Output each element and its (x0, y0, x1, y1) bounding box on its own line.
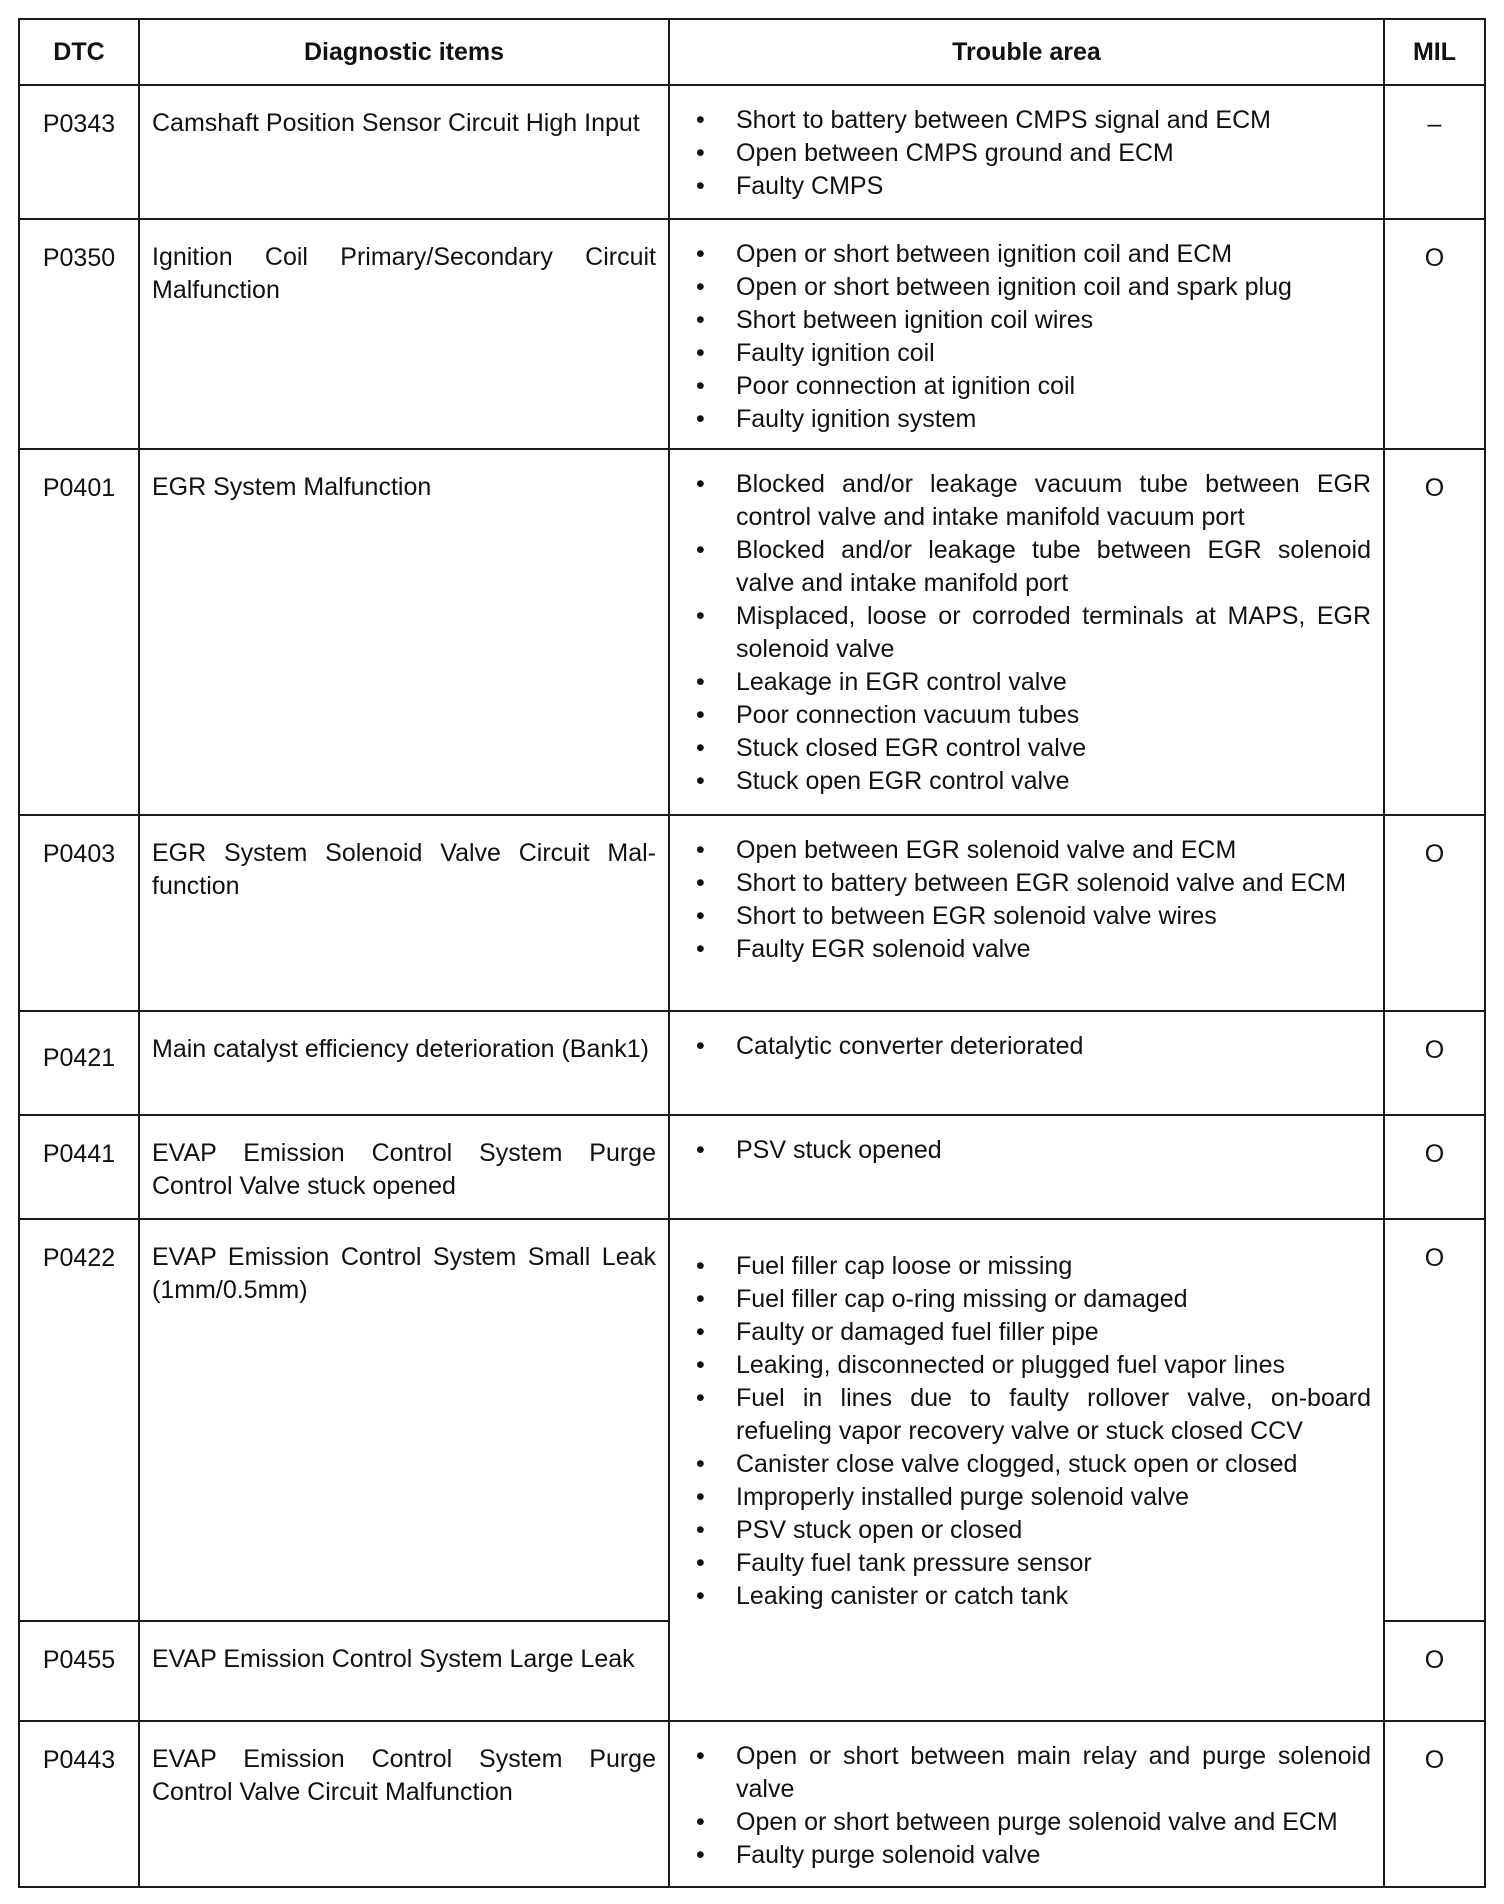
mil-indicator: O (1384, 1621, 1485, 1721)
trouble-item: • Stuck closed EGR control valve (682, 732, 1371, 765)
dtc-code: P0455 (19, 1621, 139, 1721)
trouble-item: • Catalytic converter deteriorated (682, 1030, 1371, 1063)
table-row (19, 1115, 1485, 1219)
table-row (19, 1219, 1485, 1621)
trouble-item: • Short to battery between EGR solenoid valve and ECM (682, 867, 1371, 900)
trouble-item: • Leaking, disconnected or plugged fuel vapor lines (682, 1349, 1371, 1382)
trouble-area (669, 449, 1384, 815)
dtc-code: P0443 (19, 1721, 139, 1887)
trouble-item: • Improperly installed purge solenoid valve (682, 1481, 1371, 1514)
trouble-item: • Open between EGR solenoid valve and ECM (682, 834, 1371, 867)
dtc-code: P0403 (19, 815, 139, 1011)
trouble-area (669, 1011, 1384, 1115)
dtc-code: P0350 (19, 219, 139, 449)
trouble-item: • Faulty purge solenoid valve (682, 1839, 1371, 1872)
header-row (19, 19, 1485, 85)
trouble-item: • PSV stuck opened (682, 1134, 1371, 1167)
diagnostic-item: EVAP Emission Control System Large Leak (139, 1621, 669, 1721)
trouble-item: • Leaking canister or catch tank (682, 1580, 1371, 1613)
dtc-code: P0422 (19, 1219, 139, 1621)
trouble-list (682, 238, 1371, 436)
trouble-area (669, 1721, 1384, 1887)
mil-indicator: O (1384, 1011, 1485, 1115)
trouble-item: • Stuck open EGR control valve (682, 765, 1371, 798)
dtc-code: P0401 (19, 449, 139, 815)
mil-indicator: O (1384, 1219, 1485, 1621)
trouble-item: • Open or short between main relay and purge solenoid valve (682, 1740, 1371, 1806)
trouble-item: • Faulty EGR solenoid valve (682, 933, 1371, 966)
table-row (19, 219, 1485, 449)
trouble-list (682, 104, 1371, 203)
diagnostic-item: EGR System Malfunction (139, 449, 669, 815)
trouble-area (669, 815, 1384, 1011)
trouble-item: • Blocked and/or leakage vacuum tube between EGR control valve and intake manifold vacuum port (682, 468, 1371, 534)
table-row (19, 815, 1485, 1011)
trouble-item: • Poor connection at ignition coil (682, 370, 1371, 403)
trouble-item: • Fuel in lines due to faulty rollover valve, on-board refueling vapor recovery valve or stuck closed CCV (682, 1382, 1371, 1448)
trouble-item: • Short to between EGR solenoid valve wires (682, 900, 1371, 933)
trouble-item: • Leakage in EGR control valve (682, 666, 1371, 699)
diagnostic-item: Camshaft Position Sensor Circuit High Input (139, 85, 669, 219)
diagnostic-item: EVAP Emission Control System Purge Control Valve stuck opened (139, 1115, 669, 1219)
diagnostic-item: EVAP Emission Control System Purge Control Valve Circuit Malfunction (139, 1721, 669, 1887)
trouble-item: • Canister close valve clogged, stuck open or closed (682, 1448, 1371, 1481)
diagnostic-item: EGR System Solenoid Valve Circuit Mal-function (139, 815, 669, 1011)
header-diagnostic-items: Diagnostic items (139, 19, 669, 85)
mil-indicator: O (1384, 1115, 1485, 1219)
trouble-list (682, 1740, 1371, 1872)
trouble-area (669, 1219, 1384, 1721)
trouble-list (682, 834, 1371, 966)
trouble-item: • Faulty fuel tank pressure sensor (682, 1547, 1371, 1580)
header-dtc: DTC (19, 19, 139, 85)
trouble-area (669, 219, 1384, 449)
trouble-item: • Short between ignition coil wires (682, 304, 1371, 337)
mil-indicator: O (1384, 815, 1485, 1011)
trouble-list (682, 1134, 1371, 1167)
trouble-list (682, 1250, 1371, 1613)
dtc-code: P0421 (19, 1011, 139, 1115)
trouble-item: • Blocked and/or leakage tube between EGR solenoid valve and intake manifold port (682, 534, 1371, 600)
header-trouble-area: Trouble area (669, 19, 1384, 85)
dtc-table (18, 18, 1486, 1888)
mil-indicator: O (1384, 219, 1485, 449)
header-mil: MIL (1384, 19, 1485, 85)
diagnostic-item: Main catalyst efficiency deterioration (Bank1) (139, 1011, 669, 1115)
dtc-code: P0441 (19, 1115, 139, 1219)
mil-indicator: O (1384, 1721, 1485, 1887)
table-row (19, 1011, 1485, 1115)
trouble-item: • Short to battery between CMPS signal and ECM (682, 104, 1371, 137)
trouble-item: • Open or short between ignition coil and ECM (682, 238, 1371, 271)
mil-indicator: – (1384, 85, 1485, 219)
trouble-area (669, 85, 1384, 219)
table-row (19, 1721, 1485, 1887)
trouble-item: • Faulty ignition system (682, 403, 1371, 436)
trouble-item: • Faulty CMPS (682, 170, 1371, 203)
table-row (19, 449, 1485, 815)
trouble-list (682, 1030, 1371, 1063)
diagnostic-item: Ignition Coil Primary/Secondary Circuit Malfunction (139, 219, 669, 449)
trouble-item: • Misplaced, loose or corroded terminals at MAPS, EGR solenoid valve (682, 600, 1371, 666)
mil-indicator: O (1384, 449, 1485, 815)
dtc-code: P0343 (19, 85, 139, 219)
trouble-item: • Faulty ignition coil (682, 337, 1371, 370)
trouble-area (669, 1115, 1384, 1219)
trouble-item: • Poor connection vacuum tubes (682, 699, 1371, 732)
trouble-item: • Faulty or damaged fuel filler pipe (682, 1316, 1371, 1349)
diagnostic-item: EVAP Emission Control System Small Leak (1mm/0.5mm) (139, 1219, 669, 1621)
trouble-item: • Fuel filler cap loose or missing (682, 1250, 1371, 1283)
table-row (19, 85, 1485, 219)
trouble-item: • Fuel filler cap o-ring missing or damaged (682, 1283, 1371, 1316)
trouble-item: • PSV stuck open or closed (682, 1514, 1371, 1547)
trouble-item: • Open or short between ignition coil and spark plug (682, 271, 1371, 304)
trouble-list (682, 468, 1371, 798)
trouble-item: • Open or short between purge solenoid valve and ECM (682, 1806, 1371, 1839)
trouble-item: • Open between CMPS ground and ECM (682, 137, 1371, 170)
